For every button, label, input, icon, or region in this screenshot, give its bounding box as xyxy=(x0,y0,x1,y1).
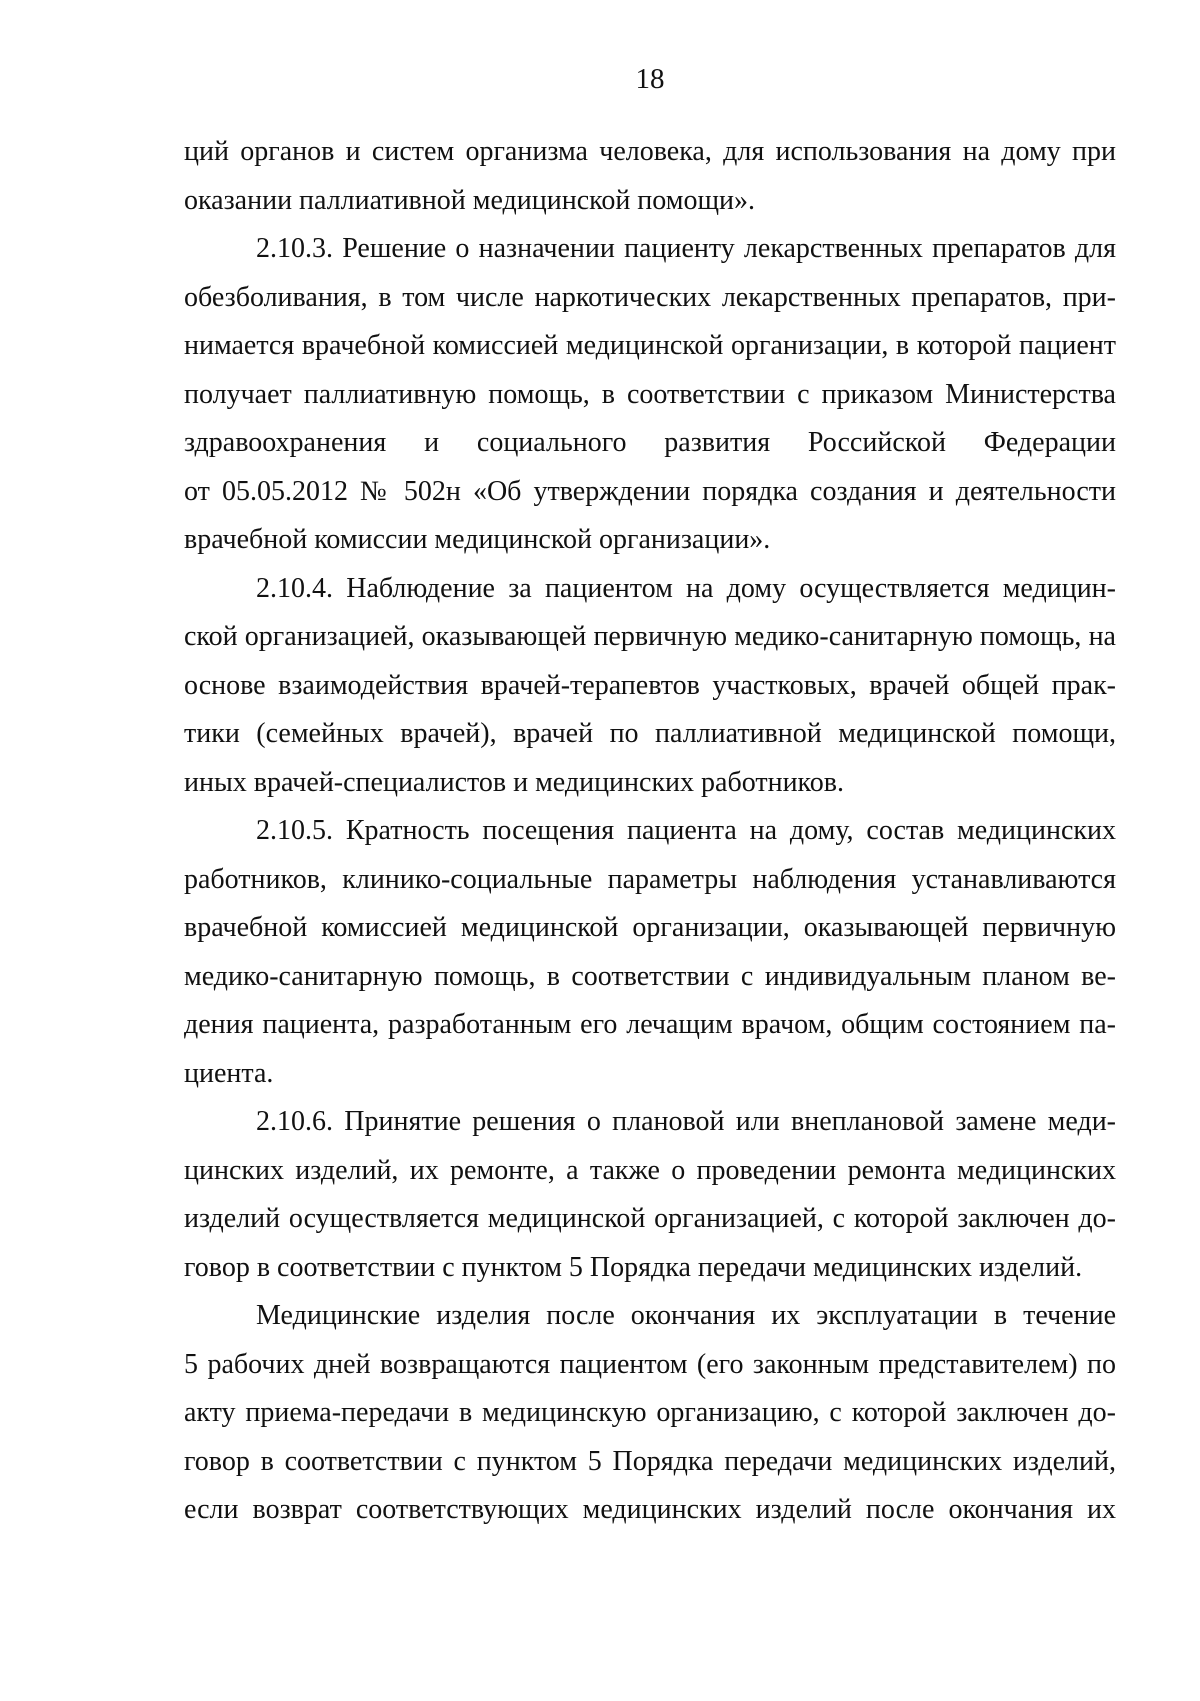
text-line: 2.10.6. Принятие решения о плановой или внеплановой замене меди- xyxy=(256,1106,1116,1137)
text-line: Медицинские изделия после окончания их эксплуатации в течение xyxy=(256,1300,1116,1331)
text-line: циента. xyxy=(184,1057,274,1089)
text-line: получает паллиативную помощь, в соответствии с приказом Министерства xyxy=(184,378,1116,410)
paragraph xyxy=(184,225,1116,565)
text-line: изделий осуществляется медицинской организацией, с которой заключен до- xyxy=(184,1203,1116,1234)
paragraph xyxy=(184,1292,1116,1535)
paragraph xyxy=(184,1098,1116,1292)
text-line: 2.10.5. Кратность посещения пациента на дому, состав медицинских xyxy=(256,815,1116,846)
text-line: 5 рабочих дней возвращаются пациентом (его законным представителем) по xyxy=(184,1348,1116,1380)
text-line: оказании паллиативной медицинской помощи». xyxy=(184,184,756,216)
paragraph xyxy=(184,128,1116,225)
text-line: тики (семейных врачей), врачей по паллиативной медицинской помощи, xyxy=(184,718,1116,749)
text-line: нимается врачебной комиссией медицинской организации, в которой пациент xyxy=(184,330,1116,361)
text-line: цинских изделий, их ремонте, а также о проведении ремонта медицинских xyxy=(184,1154,1116,1186)
text-line: если возврат соответствующих медицинских изделий после окончания их xyxy=(184,1494,1116,1525)
text-line: дения пациента, разработанным его лечащим врачом, общим состоянием па- xyxy=(184,1009,1116,1040)
text-line: работников, клинико-социальные параметры наблюдения устанавливаются xyxy=(184,863,1116,895)
text-line: врачебной комиссией медицинской организации, оказывающей первичную xyxy=(184,912,1116,943)
text-line: врачебной комиссии медицинской организации». xyxy=(184,524,771,555)
text-line: ций органов и систем организма человека, для использования на дому при xyxy=(184,136,1116,167)
text-line: 2.10.3. Решение о назначении пациенту лекарственных препаратов для xyxy=(256,233,1116,264)
text-line: 2.10.4. Наблюдение за пациентом на дому осуществляется медицин- xyxy=(256,572,1116,604)
text-line: медико-санитарную помощь, в соответствии с индивидуальным планом ве- xyxy=(184,960,1116,992)
text-line: ской организацией, оказывающей первичную медико-санитарную помощь, на xyxy=(184,621,1116,652)
text-line: здравоохранения и социального развития Российской Федерации xyxy=(184,427,1116,458)
text-line: говор в соответствии с пунктом 5 Порядка передачи медицинских изделий, xyxy=(184,1445,1116,1477)
text-line: обезболивания, в том числе наркотических лекарственных препаратов, при- xyxy=(184,281,1116,313)
text-line: иных врачей-специалистов и медицинских работников. xyxy=(184,766,844,798)
page-number: 18 xyxy=(635,63,665,95)
paragraph xyxy=(184,807,1116,1098)
document-body xyxy=(184,128,1116,1535)
text-line: основе взаимодействия врачей-терапевтов участковых, врачей общей прак- xyxy=(184,669,1116,701)
text-line: акту приема-передачи в медицинскую организацию, с которой заключен до- xyxy=(184,1397,1116,1428)
paragraph xyxy=(184,565,1116,808)
text-line: от 05.05.2012 № 502н «Об утверждении порядка создания и деятельности xyxy=(184,475,1116,507)
text-line: говор в соответствии с пунктом 5 Порядка передачи медицинских изделий. xyxy=(184,1251,1083,1283)
